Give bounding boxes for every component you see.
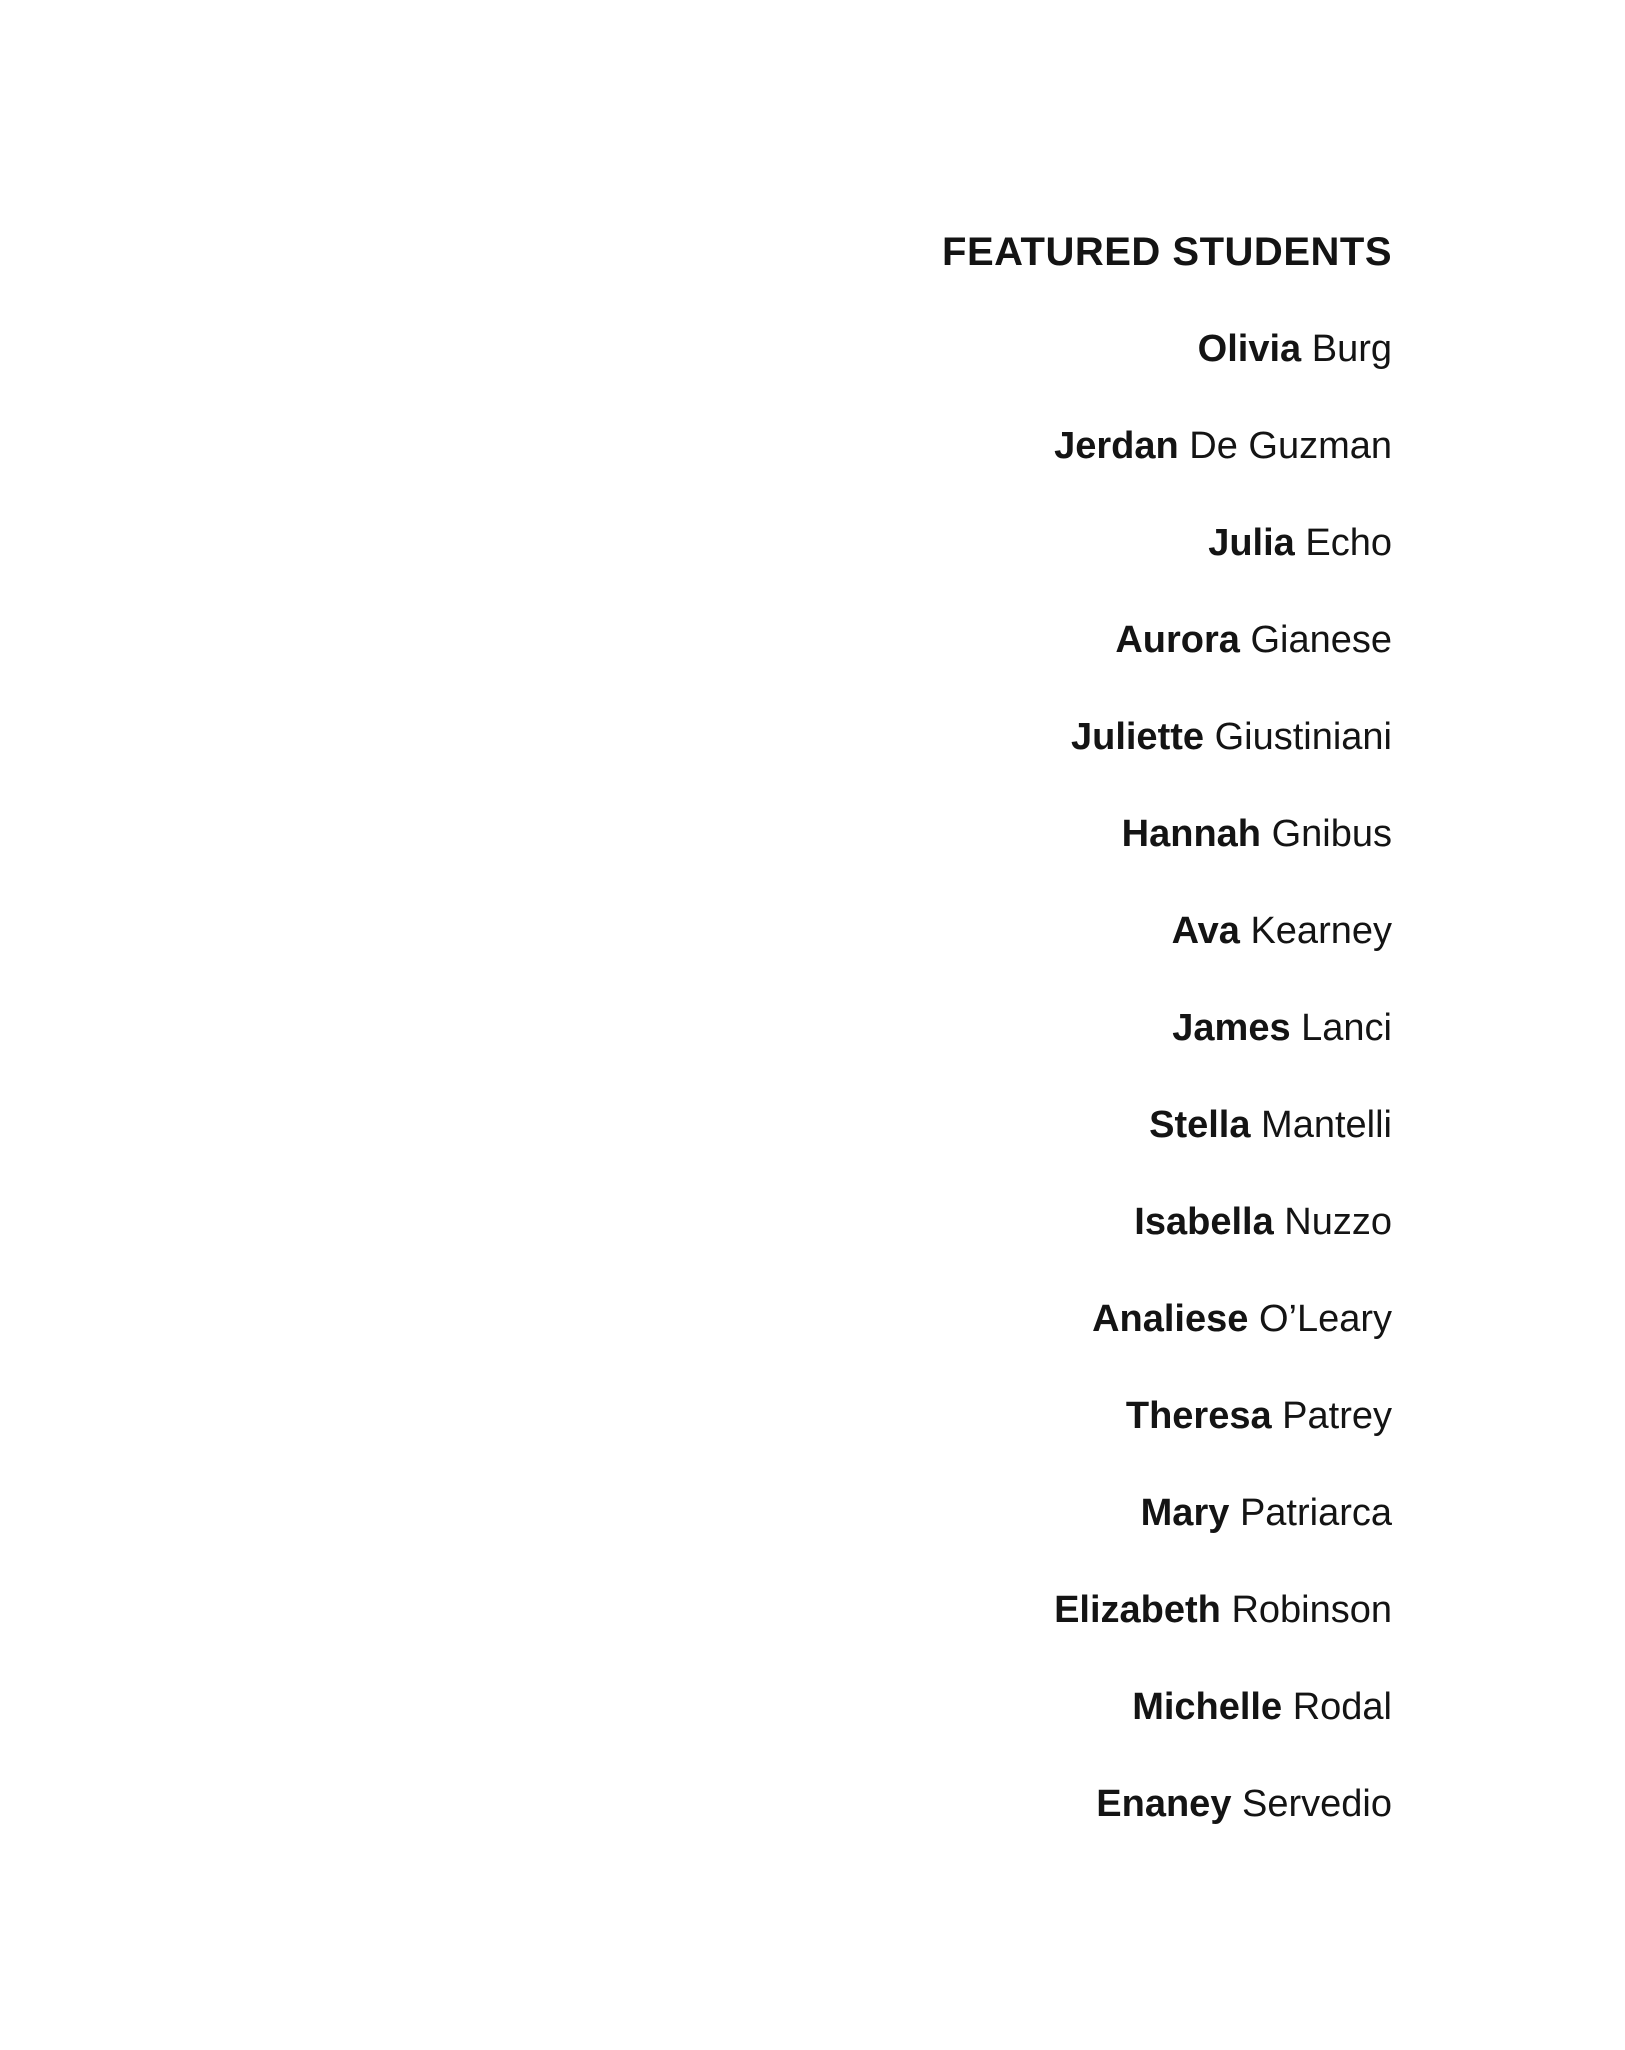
student-last-name: Patriarca — [1239, 1492, 1392, 1534]
student-first-name: Enaney — [1096, 1783, 1232, 1825]
student-first-name: Michelle — [1132, 1686, 1283, 1728]
student-first-name: Isabella — [1134, 1201, 1274, 1243]
student-name — [692, 616, 1392, 713]
student-last-name: Kearney — [1250, 910, 1392, 952]
student-first-name: Ava — [1171, 910, 1240, 952]
student-first-name: Aurora — [1115, 619, 1240, 661]
student-first-name: Olivia — [1197, 328, 1302, 370]
student-last-name: Gnibus — [1271, 813, 1392, 855]
student-first-name: Elizabeth — [1054, 1589, 1221, 1631]
student-name — [692, 1489, 1392, 1586]
student-first-name: Stella — [1149, 1104, 1251, 1146]
student-name — [692, 713, 1392, 810]
student-name — [692, 810, 1392, 907]
student-name — [692, 1780, 1392, 1877]
student-name — [692, 1004, 1392, 1101]
student-first-name: James — [1172, 1007, 1291, 1049]
student-first-name: Hannah — [1121, 813, 1262, 855]
student-name — [692, 1198, 1392, 1295]
student-last-name: Robinson — [1231, 1589, 1392, 1631]
student-name — [692, 1586, 1392, 1683]
student-first-name: Analiese — [1092, 1298, 1249, 1340]
student-name — [692, 1392, 1392, 1489]
student-first-name: Julia — [1208, 522, 1295, 564]
student-last-name: Mantelli — [1261, 1104, 1392, 1146]
student-last-name: Nuzzo — [1284, 1201, 1392, 1243]
student-first-name: Mary — [1140, 1492, 1230, 1534]
student-last-name: O’Leary — [1258, 1298, 1392, 1340]
student-name — [692, 519, 1392, 616]
student-first-name: Juliette — [1070, 716, 1205, 758]
student-last-name: Rodal — [1292, 1686, 1392, 1728]
student-last-name: Echo — [1305, 522, 1392, 564]
student-first-name: Jerdan — [1054, 425, 1179, 467]
student-first-name: Theresa — [1125, 1395, 1272, 1437]
student-name — [692, 907, 1392, 1004]
student-last-name: Patrey — [1282, 1395, 1392, 1437]
student-name — [692, 1683, 1392, 1780]
student-last-name: Burg — [1311, 328, 1392, 370]
student-last-name: Gianese — [1250, 619, 1392, 661]
student-name — [692, 325, 1392, 422]
student-name — [692, 422, 1392, 519]
page-heading: FEATURED STUDENTS — [942, 230, 1392, 274]
student-list — [692, 325, 1392, 1877]
student-last-name: Lanci — [1301, 1007, 1392, 1049]
student-last-name: Servedio — [1242, 1783, 1392, 1825]
student-name — [692, 1295, 1392, 1392]
student-last-name: De Guzman — [1189, 425, 1392, 467]
student-name — [692, 1101, 1392, 1198]
student-last-name: Giustiniani — [1214, 716, 1392, 758]
